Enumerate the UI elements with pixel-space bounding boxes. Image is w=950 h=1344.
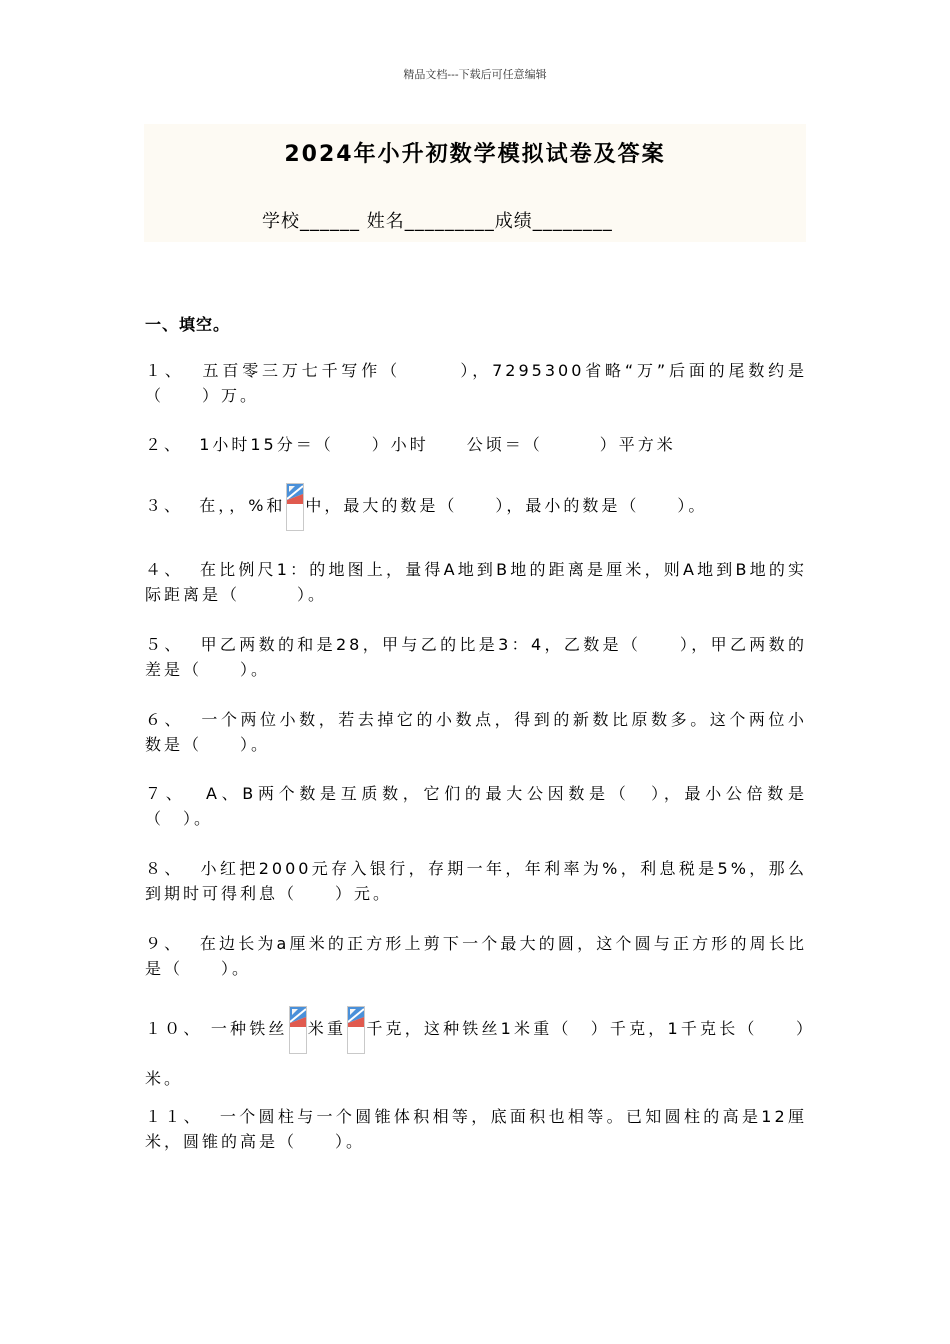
question-number: ７、 xyxy=(145,784,187,803)
question-6 xyxy=(145,707,807,757)
question-number: ３、 xyxy=(145,496,184,515)
question-text: 五百零三万七千写作（ ），7295300省略“万”后面的尾数约是（ ）万。 xyxy=(145,361,808,405)
question-text: 一个两位小数，若去掉它的小数点，得到的新数比原数多。这个两位小数是（ ）。 xyxy=(145,710,807,754)
question-number: ８、 xyxy=(145,859,184,878)
question-number: １１、 xyxy=(145,1107,204,1126)
question-8 xyxy=(145,856,807,906)
question-2 xyxy=(145,432,807,457)
question-text: 在边长为a厘米的正方形上剪下一个最大的圆，这个圆与正方形的周长比是（ ）。 xyxy=(145,934,807,978)
question-text: 中，最大的数是（ ），最小的数是（ ）。 xyxy=(305,496,708,515)
question-11 xyxy=(145,1104,807,1154)
question-text: 在，，%和 xyxy=(199,496,286,515)
question-number: ９、 xyxy=(145,934,184,953)
question-text: 千克，这种铁丝1米重（ ）千克，1千克长（ ）米。 xyxy=(145,1019,807,1088)
broken-image-icon xyxy=(289,1006,307,1054)
question-text: 米重 xyxy=(307,1019,347,1038)
question-number: １０、 xyxy=(145,1019,203,1038)
question-text: 一种铁丝 xyxy=(210,1019,288,1038)
question-number: ５、 xyxy=(145,635,184,654)
question-text: 小红把2000元存入银行，存期一年，年利率为%，利息税是5%，那么到期时可得利息（ ）元。 xyxy=(145,859,807,903)
question-text: 1小时15分＝（ ）小时 公顷＝（ ）平方米 xyxy=(199,435,676,454)
student-info-line: 学校______ 姓名_________成绩________ xyxy=(262,211,613,232)
question-text: A、B两个数是互质数，它们的最大公因数是（ ），最小公倍数是（ ）。 xyxy=(145,784,807,828)
question-9 xyxy=(145,931,807,981)
broken-image-icon xyxy=(347,1006,365,1054)
question-text: 甲乙两数的和是28，甲与乙的比是3：4，乙数是（ ），甲乙两数的差是（ ）。 xyxy=(145,635,807,679)
question-number: ２、 xyxy=(145,435,184,454)
question-text: 在比例尺1：的地图上，量得A地到B地的距离是厘米，则A地到B地的实际距离是（ ）。 xyxy=(145,560,808,604)
question-1 xyxy=(145,358,807,408)
question-4 xyxy=(145,557,807,607)
question-3 xyxy=(145,481,807,531)
question-number: １、 xyxy=(145,361,185,380)
question-10 xyxy=(145,1004,807,1104)
question-number: ４、 xyxy=(145,560,184,579)
question-5 xyxy=(145,632,807,682)
question-7 xyxy=(145,781,807,831)
exam-title: 2024年小升初数学模拟试卷及答案 xyxy=(284,142,666,167)
page-watermark-header: 精品文档---下载后可任意编辑 xyxy=(403,68,547,81)
question-text: 一个圆柱与一个圆锥体积相等，底面积也相等。已知圆柱的高是12厘米，圆锥的高是（ ）。 xyxy=(145,1107,807,1151)
section-title: 一、填空。 xyxy=(145,315,231,334)
broken-image-icon xyxy=(286,483,304,531)
question-number: ６、 xyxy=(145,710,185,729)
